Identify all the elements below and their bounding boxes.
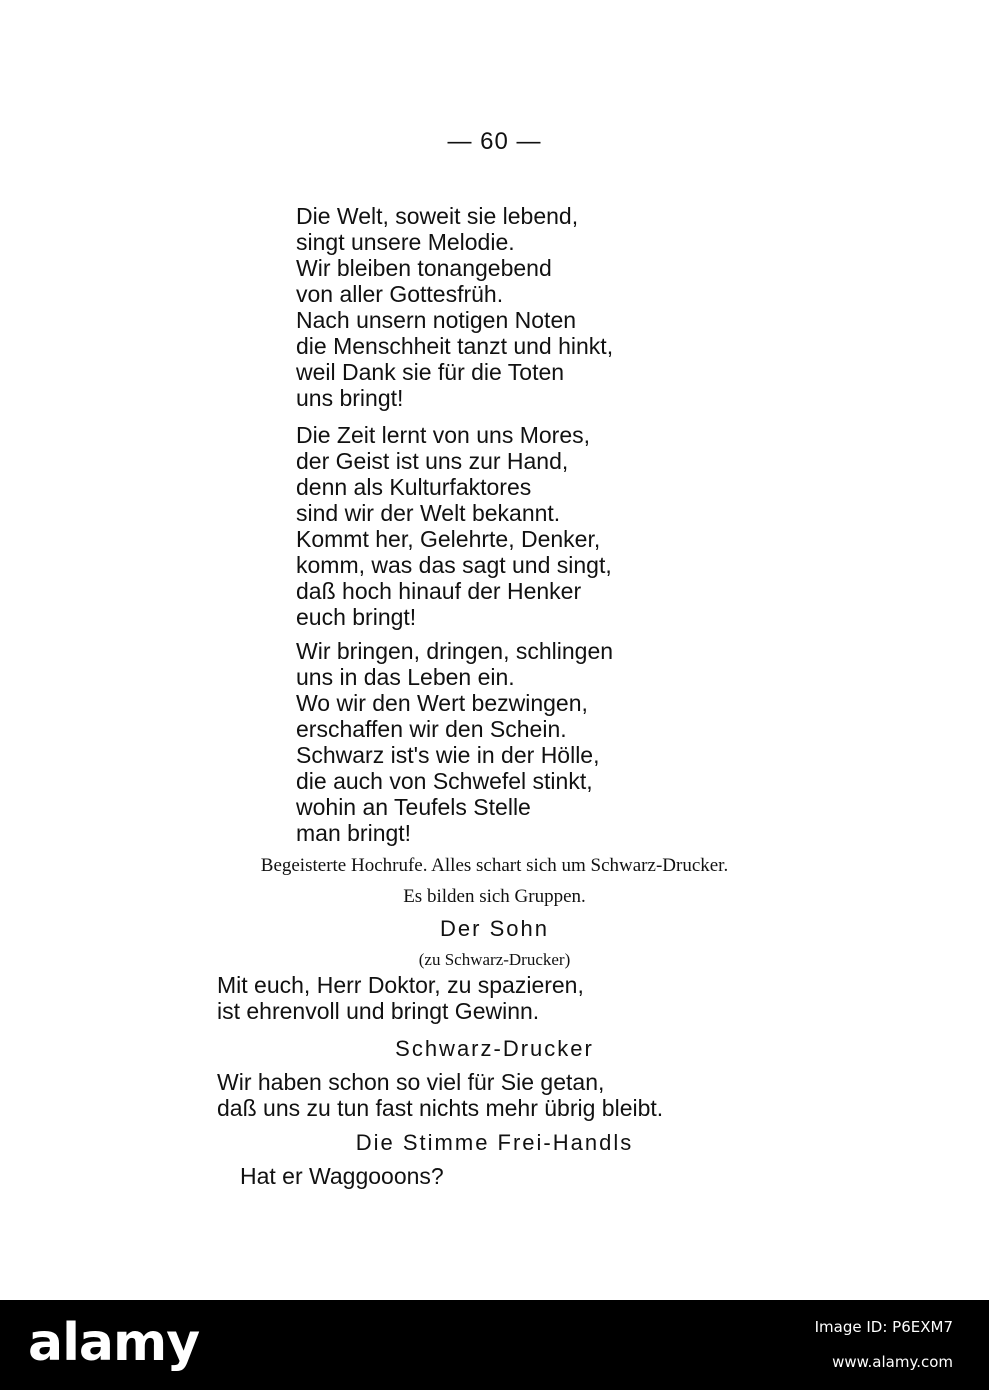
verse-line: euch bringt!	[296, 604, 417, 630]
speaker-name: Der Sohn	[440, 916, 549, 941]
dialog-line: Wir haben schon so viel für Sie getan,	[217, 1069, 605, 1095]
verse-line: man bringt!	[296, 820, 412, 846]
dialog-block	[217, 972, 584, 1024]
verse-line: weil Dank sie für die Toten	[296, 359, 565, 385]
dialog-line: Hat er Waggooons?	[240, 1163, 444, 1189]
verse-line: daß hoch hinauf der Henker	[296, 578, 582, 604]
verse-line: uns in das Leben ein.	[296, 664, 515, 690]
dialog-block	[240, 1163, 444, 1189]
verse-line: denn als Kulturfaktores	[296, 474, 532, 500]
dialog-block	[217, 1069, 663, 1121]
stanza-2	[296, 422, 612, 630]
verse-line: sind wir der Welt bekannt.	[296, 500, 561, 526]
speaker-name: Die Stimme Frei-Handls	[355, 1130, 634, 1155]
verse-line: erschaffen wir den Schein.	[296, 716, 567, 742]
verse-line: von aller Gottesfrüh.	[296, 281, 504, 307]
dialog-line: ist ehrenvoll und bringt Gewinn.	[217, 998, 540, 1024]
verse-line: Wir bleiben tonangebend	[296, 255, 552, 281]
speaker-name: Schwarz-Drucker	[395, 1036, 594, 1061]
verse-line: die auch von Schwefel stinkt,	[296, 768, 593, 794]
verse-line: Nach unsern notigen Noten	[296, 307, 577, 333]
verse-line: Wo wir den Wert bezwingen,	[296, 690, 588, 716]
dialog-line: Mit euch, Herr Doktor, zu spazieren,	[217, 972, 584, 998]
verse-line: Kommt her, Gelehrte, Denker,	[296, 526, 601, 552]
verse-line: singt unsere Melodie.	[296, 229, 515, 255]
image-id-label: Image ID: P6EXM7	[814, 1318, 953, 1336]
verse-line: Schwarz ist's wie in der Hölle,	[296, 742, 600, 768]
verse-line: Wir bringen, dringen, schlingen	[296, 638, 614, 664]
dialog-line: daß uns zu tun fast nichts mehr übrig bleibt.	[217, 1095, 664, 1121]
site-url: www.alamy.com	[832, 1353, 953, 1371]
page-number: — 60 —	[447, 128, 542, 155]
stanza-3	[296, 638, 613, 846]
speaker-direction: (zu Schwarz-Drucker)	[418, 950, 571, 969]
verse-line: Die Zeit lernt von uns Mores,	[296, 422, 591, 448]
stage-direction: Es bilden sich Gruppen.	[403, 886, 586, 907]
verse-line: Die Welt, soweit sie lebend,	[296, 203, 579, 229]
verse-line: die Menschheit tanzt und hinkt,	[296, 333, 614, 359]
verse-line: der Geist ist uns zur Hand,	[296, 448, 569, 474]
verse-line: wohin an Teufels Stelle	[296, 794, 531, 820]
verse-line: uns bringt!	[296, 385, 404, 411]
stage-direction: Begeisterte Hochrufe. Alles schart sich um Schwarz-Drucker.	[260, 855, 729, 876]
alamy-logo: alamy	[28, 1313, 200, 1373]
verse-line: komm, was das sagt und singt,	[296, 552, 612, 578]
stanza-1	[296, 203, 613, 411]
